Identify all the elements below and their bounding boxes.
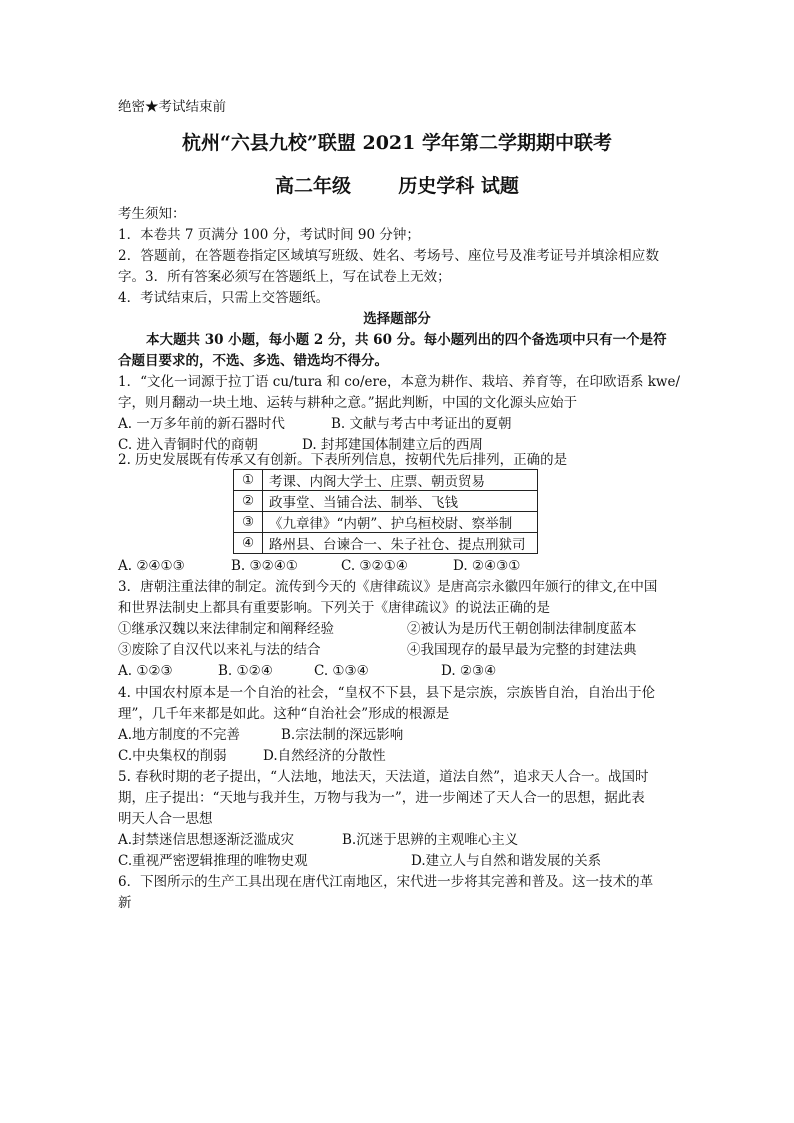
question-2-option-d: D. ②④③① <box>453 558 521 574</box>
question-3-stem: 3．唐朝注重法律的制定。流传到今天的《唐律疏议》是唐高宗永徽四年颁行的律文,在中国 <box>118 579 658 595</box>
section-heading: 选择题部分 <box>363 311 431 327</box>
question-5-option-c: C.重视严密逻辑推理的唯物史观 <box>118 853 308 869</box>
question-2-option-b: B. ③②④① <box>231 558 298 574</box>
question-3-option-c: C. ①③④ <box>314 663 369 679</box>
question-6-stem: 新 <box>118 895 132 911</box>
table-cell-text: 路州县、台谏合一、朱子社仓、提点刑狱司 <box>263 533 538 554</box>
notice-item: 4．考试结束后，只需上交答题纸。 <box>118 290 330 306</box>
exam-title: 杭州“六县九校”联盟 2021 学年第二学期期中联考 <box>182 132 612 154</box>
notice-item: 2．答题前，在答题卷指定区域填写班级、姓名、考场号、座位号及准考证号并填涂相应数 <box>118 248 660 264</box>
question-3-statement: ③废除了自汉代以来礼与法的结合 <box>118 642 321 658</box>
subject-label: 历史学科 试题 <box>398 175 519 197</box>
table-cell-num: ③ <box>234 512 263 533</box>
question-1-stem: 1．“文化一词源于拉丁语 cu/tura 和 co/ere，本意为耕作、栽培、养育等，在印欧语系 kwe/ <box>118 374 681 390</box>
question-4-stem: 4. 中国农村原本是一个自治的社会，“皇权不下县，县下是宗族，宗族皆自治，自治出于伦 <box>118 685 656 701</box>
table-cell-num: ① <box>234 470 263 491</box>
question-5-option-a: A.封禁迷信思想逐渐泛滥成灾 <box>118 832 295 848</box>
question-4-option-d: D.自然经济的分散性 <box>263 748 386 764</box>
question-3-option-b: B. ①②④ <box>218 663 273 679</box>
notice-item: 1．本卷共 7 页满分 100 分，考试时间 90 分钟； <box>118 227 420 243</box>
section-instructions: 本大题共 30 小题，每小题 2 分，共 60 分。每小题列出的四个备选项中只有一个是符 <box>146 332 667 348</box>
question-2-option-a: A. ②④①③ <box>118 558 185 574</box>
question-4-stem: 理”，几千年来都是如此。这种“自治社会”形成的根源是 <box>118 706 450 722</box>
question-2-option-c: C. ③②①④ <box>341 558 408 574</box>
question-5-option-b: B.沉迷于思辨的主观唯心主义 <box>342 832 519 848</box>
question-5-stem: 5. 春秋时期的老子提出，“人法地，地法天，天法道，道法自然”，追求天人合一。战国时 <box>118 769 649 785</box>
grade-label: 高二年级 <box>275 175 352 197</box>
question-5-stem: 明天人合一思想 <box>118 811 213 827</box>
notice-heading: 考生须知： <box>118 206 186 222</box>
table-cell-num: ② <box>234 491 263 512</box>
table-cell-num: ④ <box>234 533 263 554</box>
question-5-option-d: D.建立人与自然和谐发展的关系 <box>411 853 602 869</box>
question-1-option-a: A. 一万多年前的新石器时代 <box>118 416 285 432</box>
question-1-option-d: D. 封邦建国体制建立后的西周 <box>302 437 483 453</box>
question-6-stem: 6．下图所示的生产工具出现在唐代江南地区，宋代进一步将其完善和普及。这一技术的革 <box>118 874 654 890</box>
question-2-table <box>233 469 538 554</box>
question-5-stem: 期，庄子提出：“天地与我并生，万物与我为一”，进一步阐述了天人合一的思想，据此表 <box>118 790 645 806</box>
table-cell-text: 政事堂、当铺合法、制举、飞钱 <box>263 491 538 512</box>
exam-subtitle <box>0 171 794 198</box>
question-3-statement: ②被认为是历代王朝创制法律制度蓝本 <box>407 621 637 637</box>
table-cell-text: 考课、内阁大学士、庄票、朝贡贸易 <box>263 470 538 491</box>
question-3-stem: 和世界法制史上都具有重要影响。下列关于《唐律疏议》的说法正确的是 <box>118 600 550 616</box>
question-3-option-d: D. ②③④ <box>441 663 497 679</box>
question-2-stem: 2. 历史发展既有传承又有创新。下表所列信息，按朝代先后排列，正确的是 <box>118 452 568 468</box>
question-3-option-a: A. ①②③ <box>118 663 173 679</box>
table-row <box>234 470 538 491</box>
table-cell-text: 《九章律》“内朝”、护乌桓校尉、察举制 <box>263 512 538 533</box>
question-4-option-c: C.中央集权的削弱 <box>118 748 227 764</box>
notice-item: 字。3．所有答案必须写在答题纸上，写在试卷上无效； <box>118 269 451 285</box>
table-row <box>234 491 538 512</box>
question-4-option-a: A.地方制度的不完善 <box>118 727 241 743</box>
secret-label: 绝密★考试结束前 <box>118 99 226 115</box>
question-1-option-c: C. 进入青铜时代的商朝 <box>118 437 258 453</box>
section-instructions: 合题目要求的，不选、多选、错选均不得分。 <box>118 353 388 369</box>
table-row <box>234 512 538 533</box>
question-3-statement: ④我国现存的最早最为完整的封建法典 <box>407 642 637 658</box>
question-3-statement: ①继承汉魏以来法律制定和阐释经验 <box>118 621 334 637</box>
table-row <box>234 533 538 554</box>
question-1-option-b: B. 文献与考古中考证出的夏朝 <box>331 416 512 432</box>
question-4-option-b: B.宗法制的深远影响 <box>281 727 404 743</box>
question-1-stem: 字，则月翻动一块土地、运转与耕种之意。”据此判断，中国的文化源头应始于 <box>118 395 578 411</box>
